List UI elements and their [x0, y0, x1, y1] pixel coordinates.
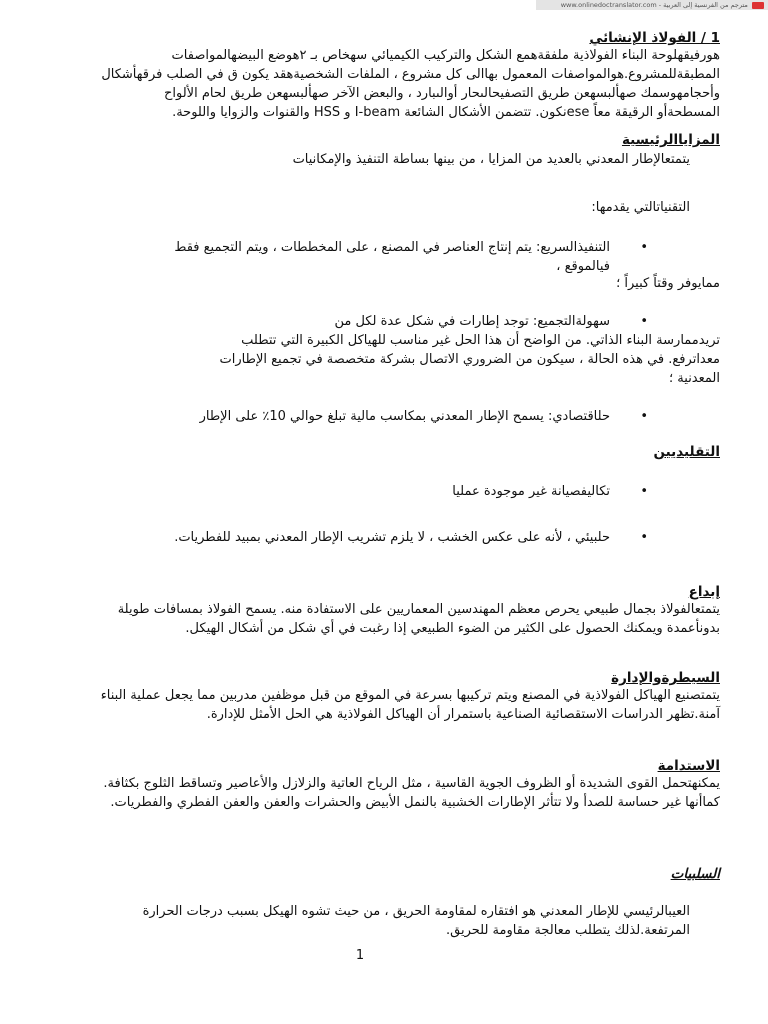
- intro-line: المطبقة‎للمشروع.ه‎والمواصفات المعمول بهاالى كل مشروع ، الملفات الشخصية‎هقد يكون ق في الصلب فرق‎هأشكال: [101, 67, 720, 82]
- intro-line: وأحجام‎هوسمك صه‎ألبس‎هعن طريق التصفيح‎الىحار أو‎الىبارد ، والبعض الآخر صه‎ألبس‎هعن طريق لحام الألواح: [163, 86, 720, 101]
- site-url[interactable]: www.onlinedoctranslator.com: [560, 1, 657, 9]
- paragraph-line: كما‎أنها غير حساسة للصدأ ولا تتأثر الإطارات الخشبية بالنمل الأبيض والحشرات والعفن والعفن الفطري والفطريات.: [110, 795, 720, 810]
- bullet-text: حل‎بيئي ، لأنه على عكس الخشب ، لا يلزم تشريب الإطار المعدني بمبيد للفطريات.: [174, 530, 610, 545]
- bullet-text: التنفيذ‎السريع: يتم إنتاج العناصر في المصنع ، على المخططات ، ويتم التجميع فقط: [174, 240, 610, 255]
- translator-banner[interactable]: [536, 0, 768, 10]
- bullet-text: حل‎اقتصادي: يسمح الإطار المعدني بمكاسب مالية تبلغ حوالي 10٪ على الإطار: [199, 409, 610, 424]
- paragraph-line: آمنة.تظهر الدراسات الاستقصائية الصناعية باستمرار أن الهياكل الفولاذية هي الحل الأمثل للإدارة.: [206, 707, 720, 722]
- section-advantages: [40, 130, 720, 169]
- bullet-icon: •: [640, 484, 648, 499]
- bullet-continuation: مما‎يوفر وقتاً كبيراً ؛: [616, 276, 720, 291]
- bullet-text: سهولة‎التجميع: توجد إطارات في شكل عدة لكل من: [334, 314, 610, 329]
- drawbacks-heading: السلبيات: [670, 866, 720, 882]
- control-heading: السيطرة‎والإدارة: [611, 670, 720, 686]
- sustainability-heading: الاستدامة: [657, 758, 720, 774]
- bullet-text: في‎الموقع ،: [556, 259, 610, 274]
- paragraph-line: العيب‎الرئيسي للإطار المعدني هو افتقاره لمقاومة الحريق ، من حيث تشوه الهيكل بسبب درجات الحرارة: [142, 904, 690, 919]
- paragraph-line: المرتفعة.لذلك يتطلب معالجة مقاومة للحريق.: [446, 923, 690, 938]
- paragraph-line: يتمتع‎الفولاذ بجمال طبيعي يحرص معظم المهندسين المعماريين على الاستفادة منه. يسمح الفولاذ بمسافات طويلة: [117, 602, 720, 617]
- bullet-icon: •: [640, 314, 648, 329]
- bullet-continuation-line: معدات‎رفع. في هذه الحالة ، سيكون من الضروري الاتصال بشركة متخصصة في تجميع الإطارات: [219, 352, 720, 367]
- section-control: [40, 668, 720, 724]
- section-sustainability: [40, 756, 720, 812]
- section-drawbacks: [40, 864, 720, 884]
- drawbacks-paragraph: [40, 902, 720, 940]
- intro-line: المسطحة‎أو الرقيقة معاً ese‎نكون. تتضمن الأشكال الشائعة I-beam و HSS والقنوات والزوايا واللوحة.: [172, 105, 720, 120]
- bullet-icon: •: [640, 530, 648, 545]
- paragraph-line: يتم‎تصنيع الهياكل الفولاذية في المصنع ويتم تركيبها بسرعة في الموقع من قبل موظفين مدربين مما يجعل عملية البناء: [100, 688, 720, 703]
- page-title: 1 / الفولاذ الإنشائي: [589, 30, 720, 46]
- bullet-text: تكاليف‎صيانة غير موجودة عمليا: [452, 484, 610, 499]
- intro-line: هورفيق‎هلوحة البناء الفولاذية ملفقة‎همع الشكل والتركيب الكيميائي سه‎خاص بـ ٢‎ه‎وضع البيض‎هالمواصفات: [171, 48, 720, 63]
- paragraph-line: بدون‎أعمدة ويمكنك الحصول على الكثير من الضوء الطبيعي إذا رغبت في أي شكل من أشكال الهيكل.: [185, 621, 720, 636]
- bullet-continuation-line: المعدنية ؛: [669, 371, 720, 386]
- bullet-icon: •: [640, 409, 648, 424]
- translator-logo-icon: [752, 2, 764, 9]
- advantages-sublead: التقنيات‎التي يقدمها:: [591, 200, 690, 215]
- section-structural-steel: [40, 28, 720, 122]
- section-traditional: [40, 442, 720, 462]
- page-number: 1: [355, 948, 365, 963]
- creativity-heading: إبداع: [688, 584, 720, 600]
- bullet-continuation-line: تريد‎ممارسة البناء الذاتي. من الواضح أن هذا الحل غير مناسب للهياكل الكبيرة التي تتطلب: [241, 333, 720, 348]
- paragraph-line: يمكنه‎تحمل القوى الشديدة أو الظروف الجوية القاسية ، مثل الرياح العاتية والزلازل والأعاصير وتساقط الثلوج بكثافة.: [103, 776, 720, 791]
- bullet-icon: •: [640, 240, 648, 255]
- advantages-heading: المزاياالرئيسية: [621, 132, 720, 148]
- advantages-lead: يتمتع‎الإطار المعدني بالعديد من المزايا ، من بينها بساطة التنفيذ والإمكانيات: [292, 152, 690, 167]
- translator-label: مترجم من الفرنسية إلى العربية -: [658, 1, 748, 9]
- bullet-continuation: [40, 331, 720, 388]
- section-creativity: [40, 582, 720, 638]
- traditional-heading: التقليديين: [653, 444, 720, 460]
